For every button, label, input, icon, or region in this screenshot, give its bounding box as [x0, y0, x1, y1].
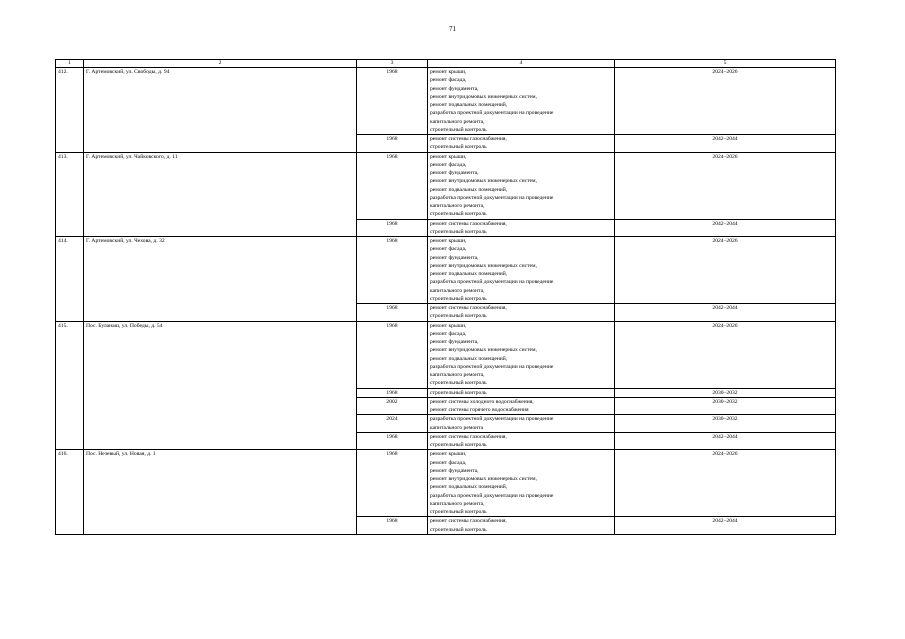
work-item: ремонт подвальных помещений, — [430, 271, 508, 277]
work-item: строительный контроль — [430, 442, 487, 448]
work-item: ремонт крыши, — [430, 322, 467, 329]
repair-period: 2024–2026 — [615, 68, 836, 135]
column-header-2: 2 — [84, 60, 357, 68]
work-item: ремонт фундамента, — [430, 170, 479, 176]
works-list — [428, 450, 615, 517]
work-item: ремонт системы газоснабжения, — [430, 433, 507, 440]
repair-period: 2024–2026 — [615, 450, 836, 517]
repair-period: 2042–2044 — [615, 219, 836, 237]
work-item: ремонт фундамента, — [430, 254, 479, 261]
work-item: ремонт фундамента, — [430, 85, 479, 92]
work-item: ремонт фасада, — [430, 77, 467, 84]
work-item: ремонт подвальных помещений, — [430, 186, 508, 193]
construction-year: 1968 — [357, 219, 428, 237]
repair-period: 2024–2026 — [615, 321, 836, 388]
work-item: строительный контроль — [430, 509, 487, 515]
work-item: строительный контроль — [430, 380, 487, 387]
work-item: ремонт внутридомовых инженерных систем, — [430, 347, 537, 354]
work-item: ремонт крыши, — [430, 69, 467, 75]
work-item: строительный контроль — [430, 313, 487, 320]
work-item: разработка проектной документации на проведение — [430, 416, 554, 423]
work-item: ремонт подвальных помещений, — [430, 484, 508, 491]
works-list — [428, 304, 615, 322]
work-item: капитального ремонта — [430, 424, 484, 431]
work-item: строительный контроль — [430, 211, 487, 218]
table-row — [56, 450, 836, 517]
repair-period: 2024–2026 — [615, 152, 836, 219]
work-item: разработка проектной документации на проведение — [430, 110, 554, 117]
repair-period: 2030–2032 — [615, 397, 836, 415]
construction-year: 1968 — [357, 68, 428, 135]
work-item: строительный контроль — [430, 228, 487, 235]
work-item: ремонт внутридомовых инженерных систем, — [430, 262, 537, 269]
works-list — [428, 68, 615, 135]
work-item: ремонт системы газоснабжения, — [430, 220, 507, 227]
works-list — [428, 321, 615, 388]
construction-year: 1968 — [357, 432, 428, 450]
works-list — [428, 415, 615, 433]
works-list — [428, 388, 615, 397]
repair-period: 2024–2026 — [615, 237, 836, 304]
works-list — [428, 237, 615, 304]
building-address: Г. Артемовский, ул. Чехова, д. 32 — [84, 237, 357, 322]
work-item: капитального ремонта, — [430, 118, 485, 125]
work-item: ремонт подвальных помещений, — [430, 355, 508, 362]
work-item: капитального ремонта, — [430, 372, 485, 378]
works-list — [428, 135, 615, 153]
work-item: ремонт внутридомовых инженерных систем, — [430, 178, 537, 185]
work-item: ремонт крыши, — [430, 153, 467, 160]
work-item: строительный контроль — [430, 126, 487, 133]
work-item: ремонт фасада, — [430, 246, 467, 253]
row-number: 416. — [56, 450, 84, 535]
work-item: ремонт системы холодного водоснабжения, — [430, 398, 534, 405]
work-item: ремонт внутридомовых инженерных систем, — [430, 93, 537, 100]
column-header-1: 1 — [56, 60, 84, 68]
work-item: строительный контроль — [430, 389, 487, 396]
column-number-row — [56, 60, 836, 68]
work-item: разработка проектной документации на проведение — [430, 363, 554, 370]
work-item: ремонт крыши, — [430, 238, 467, 244]
column-header-3: 3 — [357, 60, 428, 68]
works-list — [428, 397, 615, 415]
work-item: строительный контроль — [430, 144, 487, 151]
repair-period: 2042–2044 — [615, 517, 836, 535]
construction-year: 1968 — [357, 321, 428, 388]
table-body — [56, 68, 836, 535]
construction-year: 1968 — [357, 304, 428, 322]
table-row — [56, 237, 836, 304]
work-item: ремонт системы газоснабжения, — [430, 136, 507, 142]
work-item: ремонт системы газоснабжения, — [430, 305, 507, 311]
work-item: ремонт фундамента, — [430, 467, 479, 474]
construction-year: 1968 — [357, 450, 428, 517]
table-row — [56, 68, 836, 135]
work-item: ремонт фасада, — [430, 330, 467, 337]
work-item: ремонт крыши, — [430, 451, 467, 458]
table-row — [56, 321, 836, 388]
works-list — [428, 152, 615, 219]
work-item: ремонт системы газоснабжения, — [430, 518, 507, 525]
construction-year: 2024 — [357, 415, 428, 433]
works-list — [428, 219, 615, 237]
work-item: ремонт внутридомовых инженерных систем, — [430, 476, 537, 482]
work-item: капитального ремонта, — [430, 500, 485, 507]
building-address: Пос. Буланаш, ул. Победы, д. 54 — [84, 321, 357, 450]
repair-period: 2030–2032 — [615, 415, 836, 433]
page-number: 71 — [449, 25, 456, 33]
work-item: ремонт системы горячего водоснабжения — [430, 407, 529, 413]
work-item: ремонт фасада, — [430, 161, 467, 168]
construction-year: 1968 — [357, 388, 428, 397]
work-item: разработка проектной документации на проведение — [430, 194, 554, 201]
repair-schedule-table — [55, 59, 836, 535]
row-number: 414. — [56, 237, 84, 322]
row-number: 412. — [56, 68, 84, 153]
work-item: ремонт фундамента, — [430, 339, 479, 345]
construction-year: 1968 — [357, 135, 428, 153]
work-item: разработка проектной документации на проведение — [430, 279, 554, 286]
row-number: 415. — [56, 321, 84, 450]
works-list — [428, 432, 615, 450]
building-address: Пос. Незевый, ул. Новая, д. 1 — [84, 450, 357, 535]
row-number: 413. — [56, 152, 84, 237]
table-row — [56, 152, 836, 219]
work-item: капитального ремонта, — [430, 203, 485, 209]
building-address: Г. Артемовский, ул. Свободы, д. 94 — [84, 68, 357, 153]
work-item: ремонт фасада, — [430, 459, 467, 466]
building-address: Г. Артемовский, ул. Чайковского, д. 11 — [84, 152, 357, 237]
work-item: строительный контроль — [430, 295, 487, 302]
repair-period: 2030–2032 — [615, 388, 836, 397]
repair-period: 2042–2044 — [615, 135, 836, 153]
works-list — [428, 517, 615, 535]
repair-period: 2042–2044 — [615, 304, 836, 322]
construction-year: 2002 — [357, 397, 428, 415]
column-header-5: 5 — [615, 60, 836, 68]
work-item: ремонт подвальных помещений, — [430, 102, 508, 108]
column-header-4: 4 — [428, 60, 615, 68]
repair-period: 2042–2044 — [615, 432, 836, 450]
work-item: капитального ремонта, — [430, 287, 485, 294]
work-item: строительный контроль — [430, 526, 487, 533]
work-item: разработка проектной документации на проведение — [430, 492, 554, 499]
construction-year: 1968 — [357, 152, 428, 219]
construction-year: 1968 — [357, 517, 428, 535]
construction-year: 1968 — [357, 237, 428, 304]
